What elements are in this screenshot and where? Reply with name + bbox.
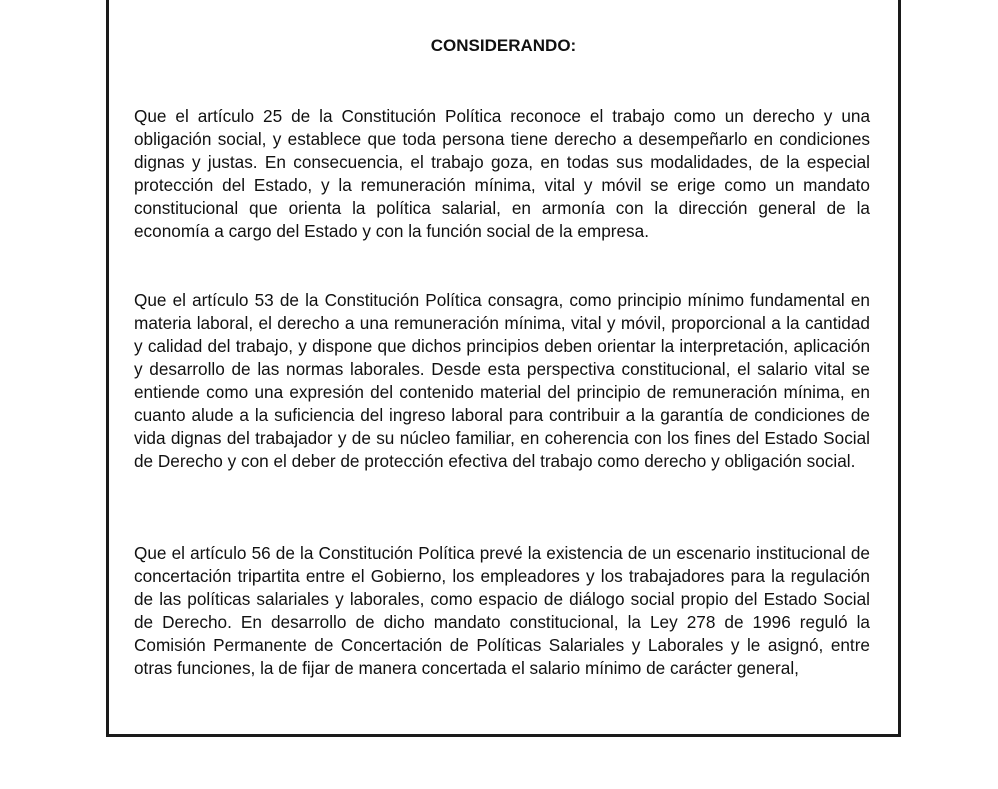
paragraph-article-25: Que el artículo 25 de la Constitución Política reconoce el trabajo como un derecho y una obligación social, y establece que toda persona tiene derecho a desempeñarlo en condiciones dignas y justas. En consecuencia, el trabajo goza, en todas sus modalidades, de la especial protección del Estado, y la remuneración mínima, vital y móvil se erige como un mandato constitucional que orienta la política salarial, en armonía con la dirección general de la economía a cargo del Estado y con la función social de la empresa. [134, 106, 870, 241]
paragraph-article-53: Que el artículo 53 de la Constitución Política consagra, como principio mínimo fundamental en materia laboral, el derecho a una remuneración mínima, vital y móvil, proporcional a la cantidad y calidad del trabajo, y dispone que dichos principios deben orientar la interpretación, aplicación y desarrollo de las normas laborales. Desde esta perspectiva constitucional, el salario vital se entiende como una expresión del contenido material del principio de remuneración mínima, en cuanto alude a la suficiencia del ingreso laboral para contribuir a la garantía de condiciones de vida dignas del trabajador y de su núcleo familiar, en coherencia con los fines del Estado Social de Derecho y con el deber de protección efectiva del trabajo como derecho y obligación social. [134, 290, 870, 471]
paragraph-article-56: Que el artículo 56 de la Constitución Política prevé la existencia de un escenario institucional de concertación tripartita entre el Gobierno, los empleadores y los trabajadores para la regulación de las políticas salariales y laborales, como espacio de diálogo social propio del Estado Social de Derecho. En desarrollo de dicho mandato constitucional, la Ley 278 de 1996 reguló la Comisión Permanente de Concertación de Políticas Salariales y Laborales y le asignó, entre otras funciones, la de fijar de manera concertada el salario mínimo de carácter general, [134, 543, 870, 678]
section-heading: CONSIDERANDO: [430, 36, 577, 55]
